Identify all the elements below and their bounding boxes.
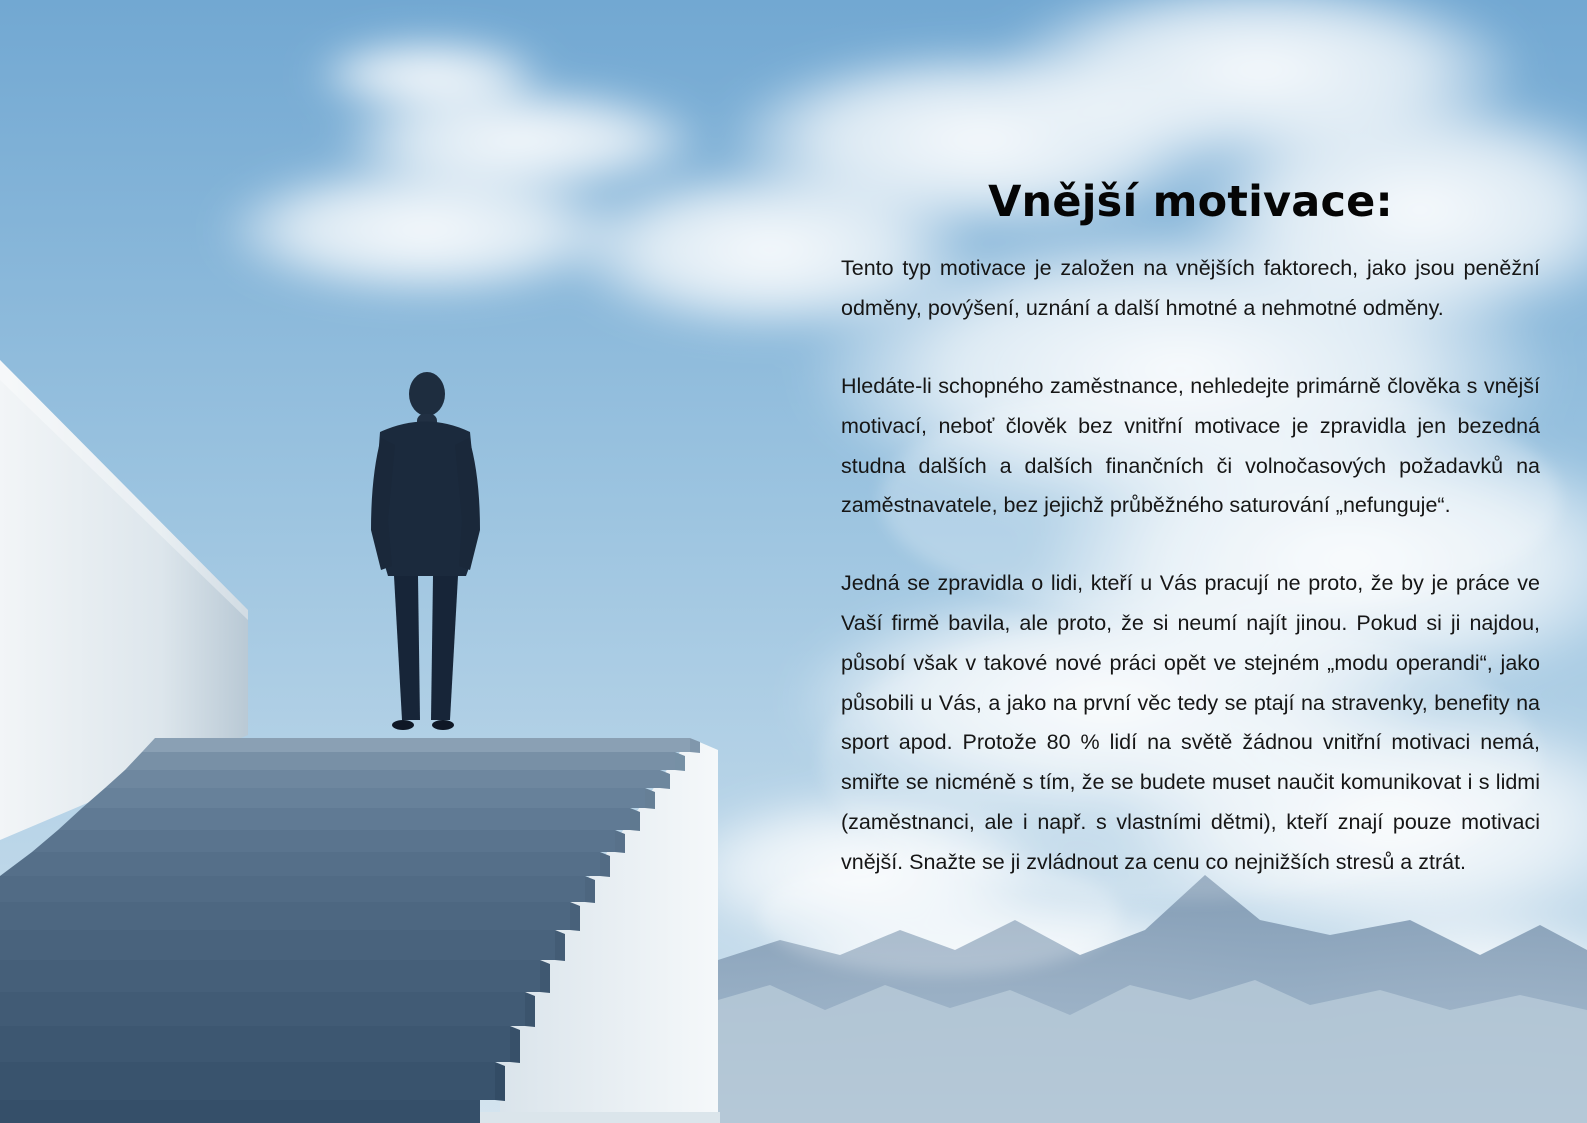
paragraph-2: Hledáte-li schopného zaměstnance, nehledejte primárně člověka s vnější motivací, neboť člověk bez vnitřní motivace je zpravidla jen bezedná studna dalších a dalších finančních či volnočasových požadavků na zaměstnavatele, bez jejichž průběžného saturování „nefunguje“. bbox=[841, 374, 1540, 518]
motivation-text-panel bbox=[841, 178, 1540, 883]
paragraph-1: Tento typ motivace je založen na vnějších faktorech, jako jsou peněžní odměny, povýšení, uznání a další hmotné a nehmotné odměny. bbox=[841, 256, 1540, 321]
paragraph-3: Jedná se zpravidla o lidi, kteří u Vás pracují ne proto, že by je práce ve Vaší firmě bavila, ale proto, že si neumí najít jinou. Pokud si ji najdou, působí však v takové nové práci opět ve stejném „modu operandi“, jako působili u Vás, a jako na první věc tedy se ptají na stravenky, benefity na sport apod. Protože 80 % lidí na světě žádnou vnitřní motivaci nemá, smiřte se nicméně s tím, že se budete muset naučit komunikovat i s lidmi (zaměstnanci, ale i např. s vlastními dětmi), kteří znají pouze motivaci vnější. Snažte se ji zvládnout za cenu co nejnižších stresů a ztrát. bbox=[841, 571, 1540, 874]
page-title: Vnější motivace: bbox=[988, 177, 1393, 227]
